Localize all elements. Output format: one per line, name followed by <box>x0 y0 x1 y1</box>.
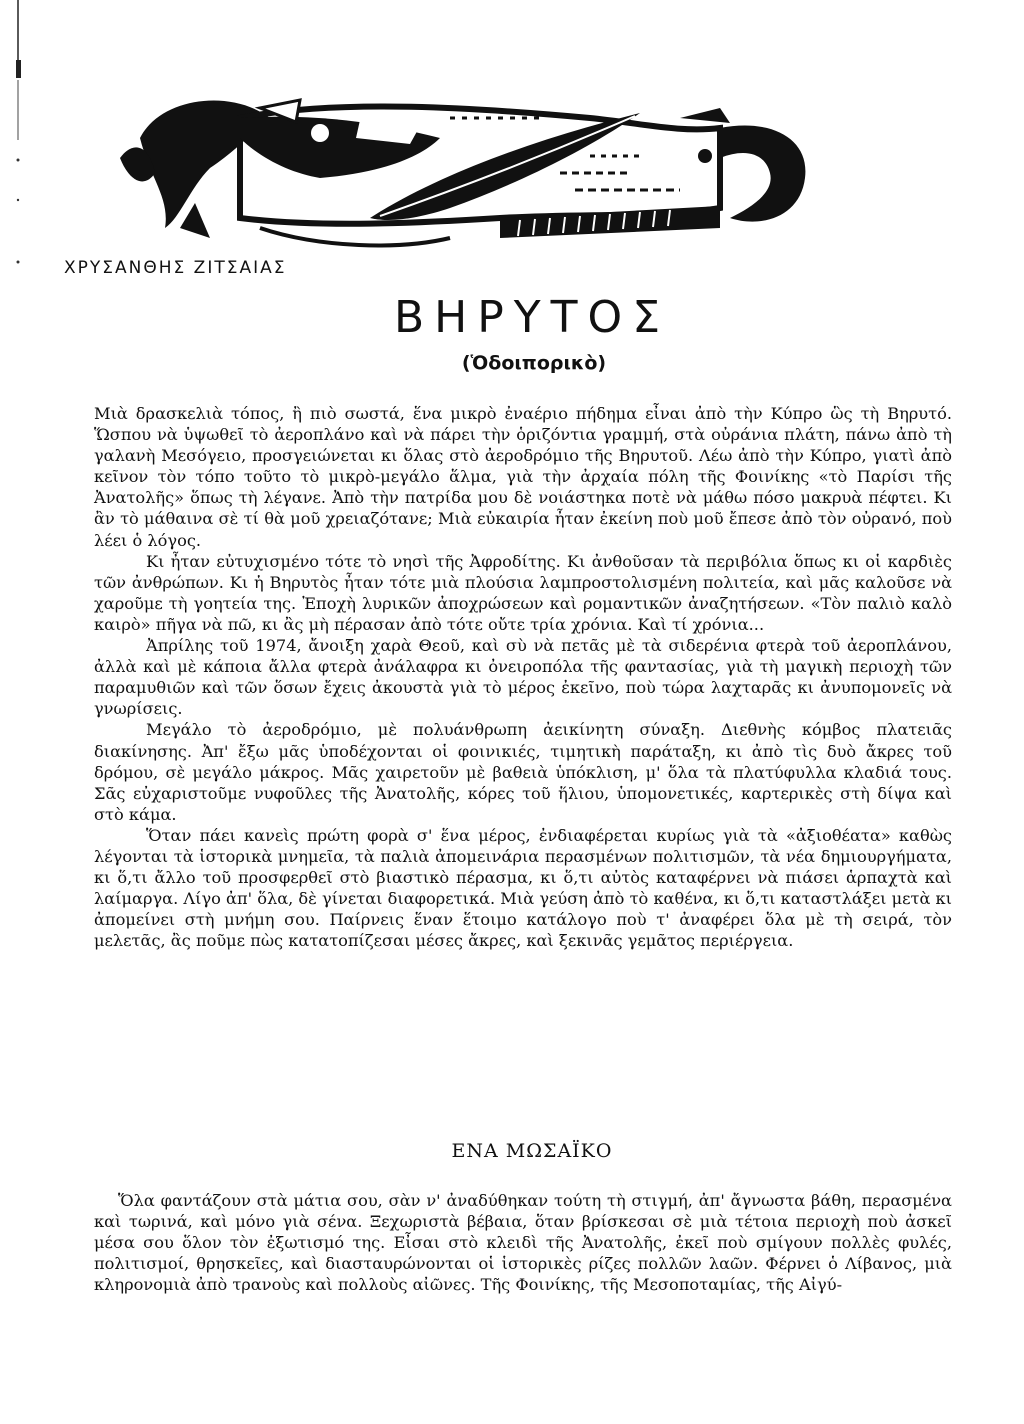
author-name: ΧΡΥΣΑΝΘΗΣ ΖΙΤΣΑΙΑΣ <box>64 258 287 278</box>
scan-edge-marks-icon <box>14 0 26 300</box>
paragraph: Μεγάλο τὸ ἀεροδρόμιο, μὲ πολυάνθρωπη ἀεικίνητη σύναξη. Διεθνὴς κόμβος πλατειᾶς διακίνησης. Ἀπ' ἔξω μᾶς ὑποδέχονται οἱ φοινικιές, τιμητικὴ παράταξη, κι ἀπὸ τὶς δυὸ ἄκρες τοῦ δρόμου, σὲ μεγάλο μάκρος. Μᾶς χαιρετοῦν μὲ βαθειὰ ὑπόκλιση, μ' ὅλα τὰ πλατύφυλλα κλαδιά τους. Σᾶς εὐχαριστοῦμε νυφοῦλες τῆς Ἀνατολῆς, κόρες τοῦ ἥλιου, ὑπομονετικές, καρτερικὲς στὴ δίψα καὶ στὸ κάμα. <box>94 720 952 824</box>
section-heading: ΕΝΑ ΜΩΣΑΪΚΟ <box>451 1140 613 1162</box>
article-body <box>94 403 952 951</box>
paragraph: Μιὰ δρασκελιὰ τόπος, ἢ πιὸ σωστά, ἕνα μικρὸ ἐναέριο πήδημα εἶναι ἀπὸ τὴν Κύπρο ὣς τὴ Βηρυτό. Ὥσπου νὰ ὑψωθεῖ τὸ ἀεροπλάνο καὶ νὰ πάρει τὴν ὁριζόντια γραμμή, στὰ οὐράνια πλάτη, πάνω ἀπὸ τὴ γαλανὴ Μεσόγειο, προσγειώνεται κι ὅλας στὸ ἀεροδρόμιο τῆς Βηρυτοῦ. Λέω ἀπὸ τὴν Κύπρο, γιατὶ ἀπὸ κεῖνον τὸν τόπο τοῦτο τὸ μικρὸ-μεγάλο ἅλμα, γιὰ τὴν ἀρχαία πόλη τῆς Φοινίκης «τὸ Παρίσι τῆς Ἀνατολῆς» ὅπως τὴ λέγανε. Ἀπὸ τὴν πατρίδα μου δὲ νοιάστηκα ποτὲ νὰ μάθω πόσο μακρυὰ πέφτει. Κι ἂν τὸ μάθαινα σὲ τί θὰ μοῦ χρειαζότανε; Μιὰ εὐκαιρία ἦταν ἐκείνη ποὺ μοῦ ἔπεσε ἀπὸ τὸν οὐρανό, ποὺ λέει ὁ λόγος. <box>94 404 952 550</box>
paragraph: Ἀπρίλης τοῦ 1974, ἄνοιξη χαρὰ Θεοῦ, καὶ σὺ νὰ πετᾶς μὲ τὰ σιδερένια φτερὰ τοῦ ἀεροπλάνου, ἀλλὰ καὶ μὲ κάποια ἄλλα φτερὰ ἀνάλαφρα κι ὀνειροπόλα τῆς φαντασίας, γιὰ τὴ μαγικὴ περιοχὴ τῶν παραμυθιῶν καὶ τῶν ὅσων ἔχεις ἀκουστὰ γιὰ τὸ μέρος ἐκεῖνο, ποὺ τώρα λαχταρᾶς κι ἀνυπομονεῖς νὰ γνωρίσεις. <box>94 636 952 719</box>
paragraph: Κι ἦταν εὐτυχισμένο τότε τὸ νησὶ τῆς Ἀφροδίτης. Κι ἀνθοῦσαν τὰ περιβόλια ὅπως κι οἱ καρδιὲς τῶν ἀνθρώπων. Κι ἡ Βηρυτὸς ἦταν τότε μιὰ πλούσια λαμπροστολισμένη πολιτεία, καὶ μᾶς καλοῦσε νὰ χαροῦμε τὴ γοητεία της. Ἐποχὴ λυρικῶν ἀποχρώσεων καὶ ρομαντικῶν ἀναζητήσεων. «Τὸν παλιὸ καλὸ καιρὸ» πῆγα νὰ πῶ, κι ἂς μὴ πέρασαν ἀπὸ τότε οὔτε τρία χρόνια. Καὶ τί χρόνια... <box>94 551 952 634</box>
paragraph: Ὅταν πάει κανεὶς πρώτη φορὰ σ' ἕνα μέρος, ἐνδιαφέρεται κυρίως γιὰ τὰ «ἀξιοθέατα» καθὼς λέγονται τὰ ἱστορικὰ μνημεῖα, τὰ παλιὰ ἀπομεινάρια περασμένων πολιτισμῶν, τὰ νέα δημιουργήματα, κι ὅ,τι ἄλλο τοῦ προσφερθεῖ στὸ βιαστικὸ πέρασμα, κι ὅ,τι αὐτὸς καταφέρνει νὰ πιάσει ἁρπαχτὰ καὶ λαίμαργα. Λίγο ἀπ' ὅλα, δὲ γίνεται διαφορετικά. Μιὰ γεύση ἀπὸ τὸ καθένα, κι ὅ,τι καταστλάξει μετὰ κι ἀπομείνει στὴ μνήμη σου. Παίρνεις ἕναν ἕτοιμο κατάλογο ποὺ τ' ἀναφέρει ὅλα μὲ τὴ σειρά, τὸν μελετᾶς, ἂς ποῦμε πὼς κατατοπίζεσαι μέσες ἄκρες, καὶ ξεκινᾶς γεμᾶτος περιέργεια. <box>94 825 952 951</box>
paragraph: Ὅλα φαντάζουν στὰ μάτια σου, σὰν ν' ἀναδύθηκαν τούτη τὴ στιγμή, ἀπ' ἄγνωστα βάθη, περασμένα καὶ τωρινά, καὶ μόνο γιὰ σένα. Ξεχωριστὰ βέβαια, ὅταν βρίσκεσαι σὲ μιὰ τέτοια περιοχὴ ποὺ ἀσκεῖ μέσα σου ὅλον τὸν ἐξωτισμό της. Εἶσαι στὸ κλειδὶ τῆς Ἀνατολῆς, ἐκεῖ ποὺ σμίγουν πολλὲς φυλές, πολιτισμοί, θρησκεῖες, καὶ διασταυρώνονται οἱ ἱστορικὲς ρίζες πολλῶν λαῶν. Φέρνει ὁ Λίβανος, μιὰ κληρονομιὰ ἀπὸ τρανοὺς καὶ πολλοὺς αἰῶνες. Τῆς Φοινίκης, τῆς Μεσοποταμίας, τῆς Αἰγύ- <box>94 1191 952 1295</box>
section-body <box>94 1190 952 1295</box>
article-title: ΒΗΡΥΤΟΣ <box>394 292 670 343</box>
scroll-and-quill-ornament-icon <box>120 78 820 253</box>
article-subtitle: (Ὁδοιπορικὸ) <box>461 352 607 374</box>
